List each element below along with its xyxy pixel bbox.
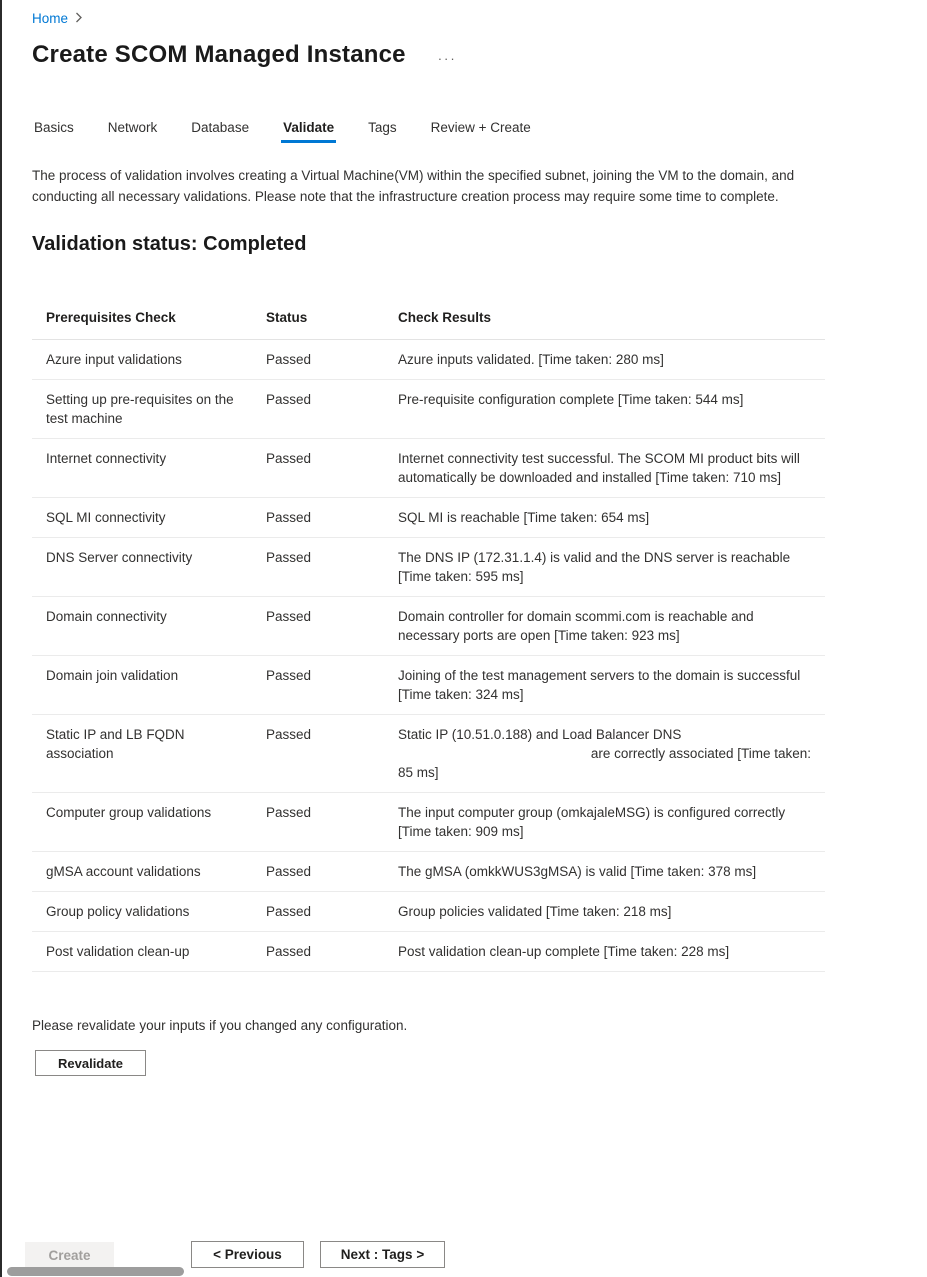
check-result-cell: The gMSA (omkkWUS3gMSA) is valid [Time taken: 378 ms] <box>384 852 825 892</box>
table-header-row <box>32 296 825 340</box>
status-cell: Passed <box>252 538 384 597</box>
tab-database[interactable]: Database <box>189 116 251 147</box>
check-name-cell: Static IP and LB FQDN association <box>32 715 252 793</box>
status-cell: Passed <box>252 932 384 972</box>
check-result-cell: Internet connectivity test successful. The SCOM MI product bits will automatically be downloaded and installed [Time taken: 710 ms] <box>384 439 825 498</box>
check-name-cell: Domain connectivity <box>32 597 252 656</box>
breadcrumb-chevron-icon <box>75 12 83 25</box>
check-result-cell: Domain controller for domain scommi.com is reachable and necessary ports are open [Time taken: 923 ms] <box>384 597 825 656</box>
title-row <box>32 41 897 69</box>
main-content <box>2 0 927 1076</box>
table-row <box>32 715 825 793</box>
previous-button[interactable]: < Previous <box>191 1241 304 1268</box>
revalidate-note: Please revalidate your inputs if you changed any configuration. <box>32 1018 408 1033</box>
intro-text: The process of validation involves creating a Virtual Machine(VM) within the specified subnet, joining the VM to the domain, and conducting all necessary validations. Please note that the infrastructure creation process may require some time to complete. <box>32 168 795 204</box>
check-result-cell: Post validation clean-up complete [Time taken: 228 ms] <box>384 932 825 972</box>
status-cell: Passed <box>252 715 384 793</box>
page-title: Create SCOM Managed Instance <box>32 41 406 68</box>
table-row <box>32 498 825 538</box>
status-cell: Passed <box>252 793 384 852</box>
check-name-cell: Post validation clean-up <box>32 932 252 972</box>
table-row <box>32 439 825 498</box>
check-result-cell: Joining of the test management servers to the domain is successful [Time taken: 324 ms] <box>384 656 825 715</box>
tab-network[interactable]: Network <box>106 116 160 147</box>
check-name-cell: Internet connectivity <box>32 439 252 498</box>
next-tags-button[interactable]: Next : Tags > <box>320 1241 445 1268</box>
table-row <box>32 932 825 972</box>
status-cell: Passed <box>252 597 384 656</box>
check-name-cell: Azure input validations <box>32 340 252 380</box>
check-name-cell: Computer group validations <box>32 793 252 852</box>
status-cell: Passed <box>252 498 384 538</box>
status-cell: Passed <box>252 380 384 439</box>
check-result-line: Static IP (10.51.0.188) and Load Balancer DNS <box>398 727 682 742</box>
validation-status-heading: Validation status: Completed <box>32 233 307 255</box>
check-result-line: are correctly associated [Time taken: <box>590 746 811 761</box>
check-result-cell <box>384 715 825 793</box>
check-name-cell: Setting up pre-requisites on the test machine <box>32 380 252 439</box>
tab-list <box>32 116 897 147</box>
check-name-cell: DNS Server connectivity <box>32 538 252 597</box>
table-row <box>32 340 825 380</box>
table-row <box>32 380 825 439</box>
bottom-action-bar <box>2 1241 927 1269</box>
check-name-cell: Group policy validations <box>32 892 252 932</box>
tab-basics[interactable]: Basics <box>32 116 76 147</box>
prerequisites-table <box>32 296 825 972</box>
table-row <box>32 892 825 932</box>
check-result-cell: The input computer group (omkajaleMSG) is configured correctly [Time taken: 909 ms] <box>384 793 825 852</box>
check-result-cell: Pre-requisite configuration complete [Time taken: 544 ms] <box>384 380 825 439</box>
table-row <box>32 852 825 892</box>
table-row <box>32 656 825 715</box>
column-header: Status <box>252 296 384 340</box>
column-header: Prerequisites Check <box>32 296 252 340</box>
column-header: Check Results <box>384 296 825 340</box>
status-cell: Passed <box>252 340 384 380</box>
tab-validate[interactable]: Validate <box>281 116 336 147</box>
breadcrumb-home-link[interactable]: Home <box>32 10 69 26</box>
breadcrumb <box>32 8 897 28</box>
status-cell: Passed <box>252 892 384 932</box>
tab-review-create[interactable]: Review + Create <box>429 116 533 147</box>
check-result-cell: The DNS IP (172.31.1.4) is valid and the DNS server is reachable [Time taken: 595 ms] <box>384 538 825 597</box>
table-row <box>32 538 825 597</box>
more-options-icon[interactable]: ··· <box>437 50 457 66</box>
table-row <box>32 597 825 656</box>
table-row <box>32 793 825 852</box>
check-result-cell: SQL MI is reachable [Time taken: 654 ms] <box>384 498 825 538</box>
check-name-cell: Domain join validation <box>32 656 252 715</box>
check-result-line: 85 ms] <box>398 765 439 780</box>
status-cell: Passed <box>252 852 384 892</box>
create-button[interactable]: Create <box>25 1242 114 1268</box>
check-result-cell: Group policies validated [Time taken: 218 ms] <box>384 892 825 932</box>
status-cell: Passed <box>252 656 384 715</box>
horizontal-scrollbar-thumb[interactable] <box>7 1267 184 1276</box>
check-result-cell: Azure inputs validated. [Time taken: 280 ms] <box>384 340 825 380</box>
status-cell: Passed <box>252 439 384 498</box>
tab-tags[interactable]: Tags <box>366 116 399 147</box>
revalidate-button[interactable]: Revalidate <box>35 1050 146 1076</box>
check-name-cell: SQL MI connectivity <box>32 498 252 538</box>
check-name-cell: gMSA account validations <box>32 852 252 892</box>
table-body <box>32 340 825 972</box>
